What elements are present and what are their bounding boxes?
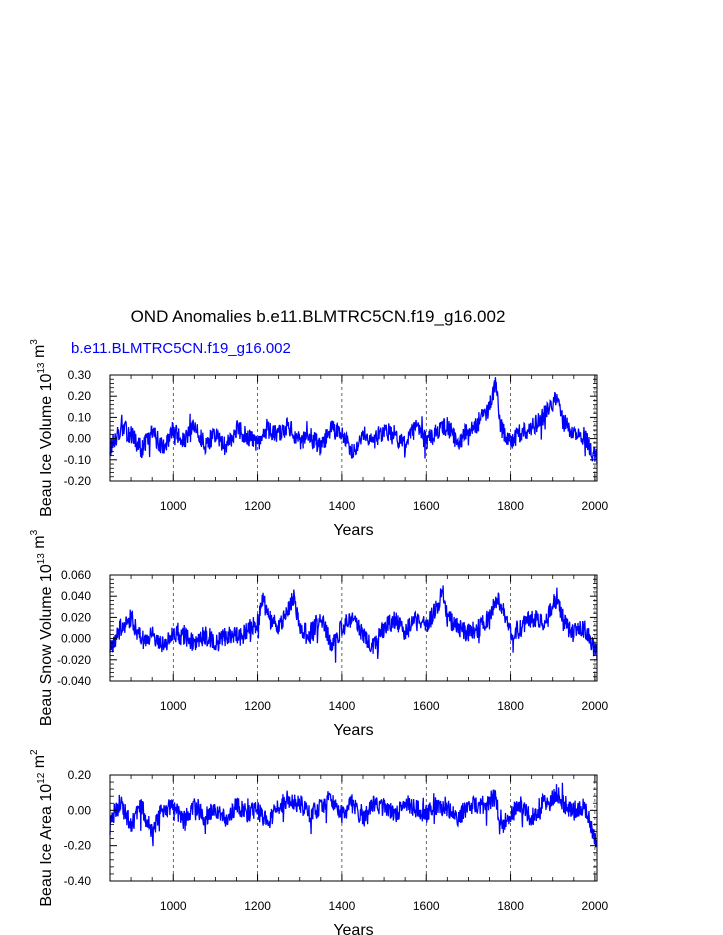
y-tick-label: 0.040 (60, 589, 91, 604)
x-tick-label: 2000 (581, 699, 609, 713)
series-line (110, 783, 597, 848)
x-tick-label: 1400 (328, 899, 356, 913)
y-tick-label: 0.20 (67, 768, 91, 782)
x-tick-label: 2000 (581, 899, 609, 913)
y-axis-label-part: 2 (29, 749, 40, 755)
y-tick-label: -0.40 (63, 874, 91, 888)
x-tick-label: 1000 (159, 499, 187, 513)
y-axis-label (29, 529, 55, 726)
panels (29, 339, 609, 935)
x-axis-label: Years (333, 522, 374, 539)
panel-1 (29, 339, 609, 539)
x-tick-label: 1800 (497, 499, 524, 513)
x-tick-label: 1200 (244, 499, 271, 513)
y-tick-label: 0.20 (67, 389, 91, 404)
panel-2 (29, 529, 609, 739)
x-tick-label: 1800 (497, 699, 524, 713)
y-axis-label-part: m (31, 344, 48, 363)
y-tick-label: -0.20 (63, 838, 91, 853)
x-axis-label: Years (333, 722, 374, 739)
y-axis-label-part: Beau Snow Volume 10 (38, 564, 55, 727)
x-axis-label: Years (333, 922, 374, 935)
y-axis-label-part: m (31, 535, 48, 554)
x-tick-label: 1200 (244, 699, 271, 713)
panel-3 (29, 749, 609, 935)
y-tick-label: 0.000 (60, 631, 91, 646)
y-axis-label-part: 3 (29, 339, 40, 345)
series-line (110, 585, 597, 662)
x-tick-label: 1200 (244, 899, 271, 913)
x-tick-label: 1800 (497, 899, 524, 913)
y-tick-label: 0.00 (67, 431, 91, 446)
x-tick-label: 1400 (328, 699, 356, 713)
y-axis-label (29, 749, 55, 907)
y-axis-label-part: Beau Ice Area 10 (38, 783, 55, 907)
y-tick-label: -0.20 (63, 474, 91, 488)
y-tick-label: 0.060 (60, 568, 91, 582)
y-axis-label-part: 13 (36, 553, 47, 565)
y-axis-label-part: 12 (36, 772, 47, 784)
series-line (110, 377, 597, 463)
x-tick-label: 1600 (412, 499, 440, 513)
y-tick-label: -0.020 (56, 652, 91, 667)
y-axis-label-part: m (31, 754, 48, 773)
y-axis-label-part: Beau Ice Volume 10 (38, 373, 55, 517)
x-tick-label: 2000 (581, 499, 609, 513)
y-tick-label: -0.10 (63, 452, 91, 467)
y-axis-label (29, 339, 55, 517)
x-tick-label: 1000 (159, 899, 187, 913)
x-tick-label: 1600 (412, 899, 440, 913)
y-tick-label: 0.30 (67, 368, 91, 382)
y-tick-label: 0.00 (67, 803, 91, 818)
chart-subtitle: b.e11.BLMTRC5CN.f19_g16.002 (71, 340, 291, 357)
x-tick-label: 1600 (412, 699, 440, 713)
y-tick-label: 0.10 (67, 410, 91, 425)
y-tick-label: -0.040 (56, 674, 91, 688)
x-tick-label: 1400 (328, 499, 356, 513)
chart-title: OND Anomalies b.e11.BLMTRC5CN.f19_g16.002 (130, 307, 506, 326)
y-tick-label: 0.020 (60, 610, 91, 625)
y-axis-label-part: 3 (29, 529, 40, 536)
y-axis-label-part: 13 (36, 362, 47, 374)
x-tick-label: 1000 (159, 699, 187, 713)
